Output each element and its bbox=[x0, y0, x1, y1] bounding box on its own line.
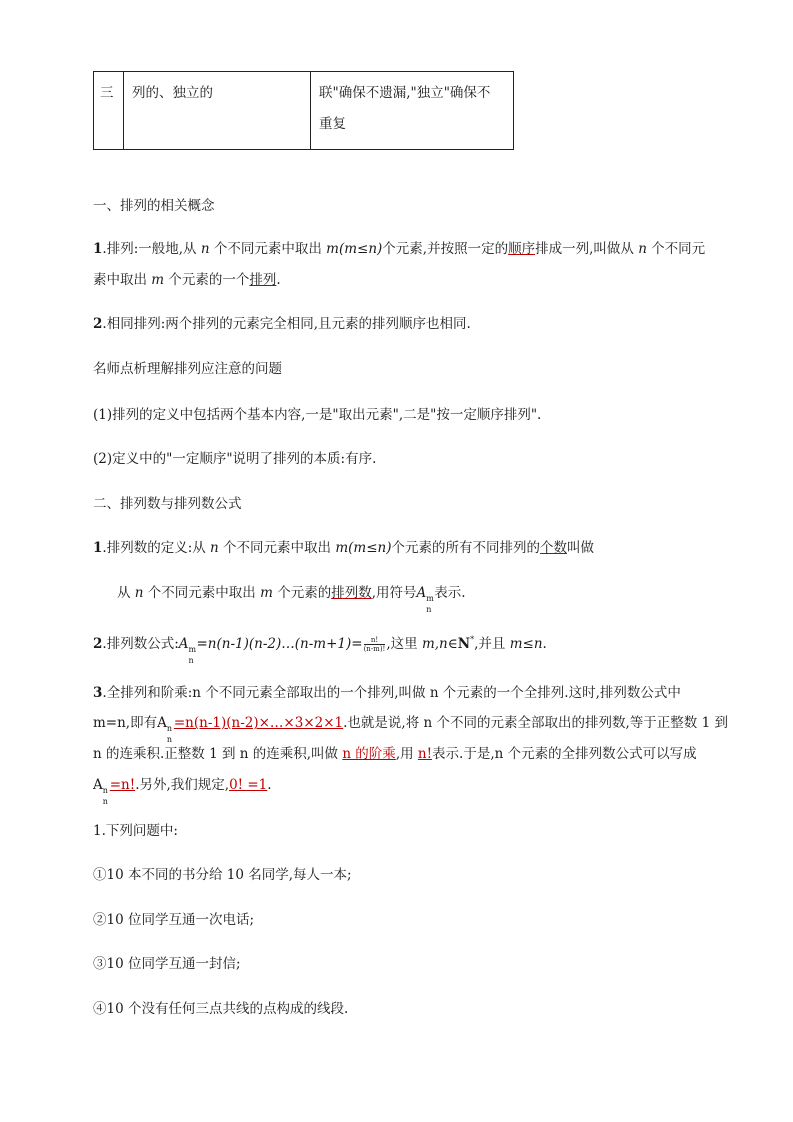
natural-numbers-symbol: N bbox=[457, 636, 471, 652]
factorial-fraction bbox=[364, 636, 386, 653]
var-m: m bbox=[326, 241, 339, 257]
section1-heading: 一、排列的相关概念 bbox=[93, 198, 215, 214]
condition: (m≤n) bbox=[348, 540, 392, 556]
section2-heading: 二、排列数与排列数公式 bbox=[93, 496, 242, 512]
exercise-item-4: ④10 个没有任何三点共线的点构成的线段. bbox=[93, 1001, 349, 1017]
item-number: 1 bbox=[93, 540, 103, 556]
note-2: (2)定义中的"一定顺序"说明了排列的本质:有序. bbox=[93, 451, 377, 467]
text-span: .排列:一般地,从 bbox=[102, 241, 201, 257]
var-n: n bbox=[200, 241, 210, 257]
item-number: 1 bbox=[93, 241, 103, 257]
permutation-formula-line bbox=[93, 631, 547, 665]
text-span: 个元素的 bbox=[272, 585, 332, 601]
superscript: n bbox=[102, 786, 108, 795]
permutation-definition-line2 bbox=[93, 271, 281, 289]
text-span: .排列数的定义:从 bbox=[102, 540, 211, 556]
text-span: 素中取出 bbox=[93, 272, 152, 288]
text-span: ,用 bbox=[395, 746, 418, 762]
table-cell-right-line1: 联"确保不遗漏,"独立"确保不 bbox=[319, 85, 491, 101]
text-span: .相同排列:两个排列的元素完全相同,且元素的排列顺序也相同. bbox=[102, 316, 471, 332]
var-n: n bbox=[638, 241, 647, 257]
exercise-item-3: ③10 位同学互通一封信; bbox=[93, 956, 241, 972]
superscript: * bbox=[470, 635, 475, 644]
symbol-A: A bbox=[178, 636, 189, 652]
symbol-A: A bbox=[157, 715, 167, 731]
permutation-number-definition-line2 bbox=[117, 584, 466, 614]
var-m: m bbox=[335, 540, 349, 556]
var-n: n bbox=[134, 585, 144, 601]
text-span: 个不同元素中取出 bbox=[143, 585, 261, 601]
superscript: m bbox=[426, 594, 434, 603]
full-permutation-line2 bbox=[93, 714, 728, 744]
text-span: 个元素,并按照一定的 bbox=[382, 241, 509, 257]
text-span: . bbox=[267, 777, 272, 793]
text-span: 个不同元素中取出 bbox=[218, 540, 336, 556]
key-formula-factorial: =n(n-1)(n-2)×…×3×2×1 bbox=[173, 715, 344, 731]
note-1: (1)排列的定义中包括两个基本内容,一是"取出元素",二是"按一定顺序排列". bbox=[93, 407, 542, 423]
text-span: 从 bbox=[117, 585, 135, 601]
text-span: 个元素的所有不同排列的 bbox=[391, 540, 540, 556]
key-term-permutation-number: 排列数 bbox=[331, 585, 372, 601]
item-number: 3 bbox=[93, 685, 103, 701]
text-span: m=n,即有 bbox=[93, 715, 158, 731]
text-span: 个不同元素中取出 bbox=[209, 241, 327, 257]
element-of-symbol: ∈ bbox=[447, 636, 458, 652]
symbol-A: A bbox=[93, 777, 103, 793]
subscript: n bbox=[426, 605, 432, 614]
key-formula-full-permutation: =n! bbox=[109, 777, 136, 793]
text-span: .全排列和阶乘:n 个不同元素全部取出的一个排列,叫做 n 个元素的一个全排列.这时,排列数公式中 bbox=[102, 685, 681, 701]
full-permutation-line3 bbox=[93, 745, 697, 763]
text-span: 表示.于是,n 个元素的全排列数公式可以写成 bbox=[432, 746, 697, 762]
key-term-factorial: n 的阶乘 bbox=[342, 746, 396, 762]
text-span: .另外,我们规定, bbox=[135, 777, 230, 793]
continuation-table bbox=[93, 71, 514, 150]
table-cell-right-line2: 重复 bbox=[319, 116, 346, 132]
formula-expansion: =n(n-1)(n-2)…(n-m+1)= bbox=[196, 636, 363, 652]
teacher-note-heading: 名师点析理解排列应注意的问题 bbox=[93, 361, 282, 377]
item-number: 2 bbox=[93, 636, 103, 652]
full-permutation-line4 bbox=[93, 776, 272, 806]
table-cell-middle-text: 列的、独立的 bbox=[132, 85, 213, 101]
full-permutation-line1 bbox=[93, 684, 681, 702]
text-span: .排列数公式: bbox=[102, 636, 179, 652]
permutation-definition-line1 bbox=[93, 240, 705, 258]
key-term-n-factorial: n! bbox=[417, 746, 433, 762]
text-span: 个元素的一个 bbox=[164, 272, 250, 288]
text-span: n 的连乘积.正整数 1 到 n 的连乘积,叫做 bbox=[93, 746, 343, 762]
var-m: m bbox=[151, 272, 165, 288]
exercise-item-2: ②10 位同学互通一次电话; bbox=[93, 912, 255, 928]
item-number: 2 bbox=[93, 316, 103, 332]
condition: m≤n bbox=[509, 636, 543, 652]
subscript: n bbox=[102, 797, 108, 806]
superscript: n bbox=[166, 724, 173, 733]
text-span: 叫做 bbox=[567, 540, 594, 556]
text-span: ,并且 bbox=[474, 636, 510, 652]
text-span: 个不同元 bbox=[646, 241, 706, 257]
same-permutation-line bbox=[93, 315, 471, 333]
text-span: ,用符号 bbox=[371, 585, 417, 601]
key-term-permutation: 排列 bbox=[249, 272, 277, 288]
exercise-title: 1.下列问题中: bbox=[93, 823, 178, 839]
text-span: . bbox=[276, 272, 281, 288]
fraction-numerator: n! bbox=[364, 636, 386, 645]
key-term-order: 顺序 bbox=[508, 241, 536, 257]
symbol-A: A bbox=[416, 585, 427, 601]
exercise-item-1: ①10 本不同的书分给 10 名同学,每人一本; bbox=[93, 867, 352, 883]
key-term-count: 个数 bbox=[540, 540, 567, 556]
text-span: .也就是说,将 n 个不同的元素全部取出的排列数,等于正整数 1 到 bbox=[343, 715, 728, 731]
text-span: . bbox=[542, 636, 547, 652]
subscript: n bbox=[188, 656, 194, 665]
text-span: 表示. bbox=[434, 585, 466, 601]
table-cell-middle bbox=[124, 72, 311, 149]
var-n: n bbox=[210, 540, 219, 556]
subscript: n bbox=[166, 735, 173, 744]
variables: m,n bbox=[421, 636, 448, 652]
var-m: m bbox=[260, 585, 273, 601]
permutation-number-definition-line1 bbox=[93, 539, 594, 557]
table-cell-right bbox=[311, 72, 513, 149]
table-cell-index-text: 三 bbox=[100, 85, 114, 101]
key-formula-zero-factorial: 0! =1 bbox=[229, 777, 268, 793]
text-span: 排成一列,叫做从 bbox=[535, 241, 639, 257]
fraction-denominator: (n-m)! bbox=[363, 645, 386, 653]
text-span: ,这里 bbox=[386, 636, 422, 652]
superscript: m bbox=[188, 645, 197, 654]
condition: (m≤n) bbox=[338, 241, 383, 257]
table-cell-index bbox=[94, 72, 124, 149]
